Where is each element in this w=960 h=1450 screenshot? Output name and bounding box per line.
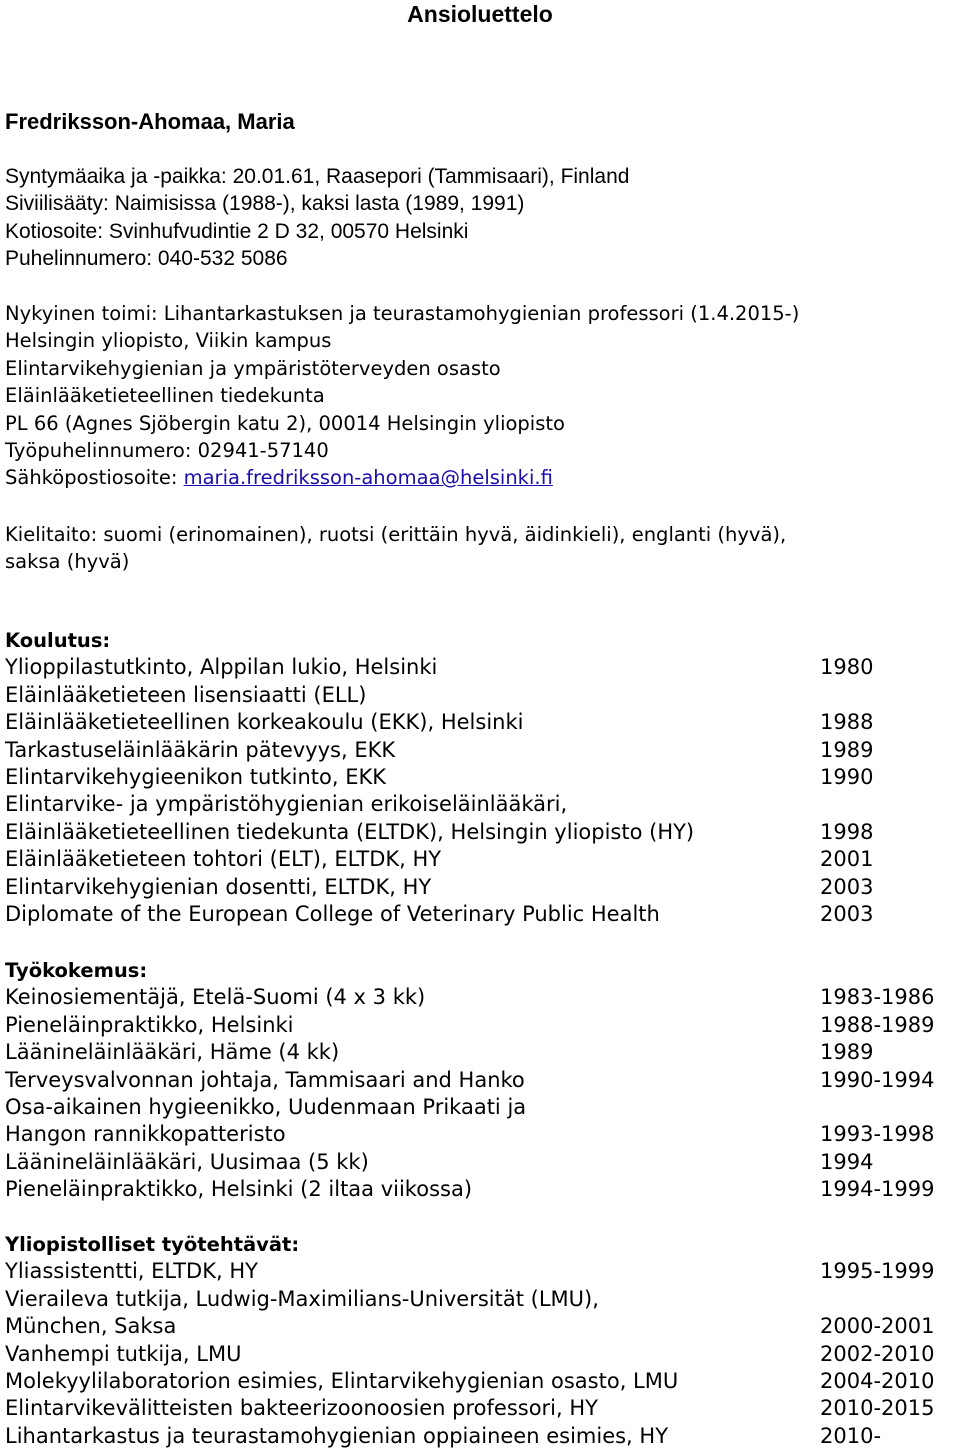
current-job xyxy=(5,300,955,492)
list-item xyxy=(5,1067,955,1094)
entry-text: Keinosiementäjä, Etelä-Suomi (4 x 3 kk) xyxy=(5,985,426,1010)
entry-text: München, Saksa xyxy=(5,1314,177,1339)
work-heading: Työkokemus: xyxy=(5,959,148,982)
list-item xyxy=(5,1423,955,1450)
entry-year: 1994 xyxy=(820,1149,874,1174)
list-item xyxy=(5,1258,955,1285)
list-item xyxy=(5,1012,955,1039)
entry-text: Elintarvikehygienian dosentti, ELTDK, HY xyxy=(5,874,432,899)
entry-text: Hangon rannikkopatteristo xyxy=(5,1122,286,1147)
faculty: Eläinlääketieteellinen tiedekunta xyxy=(5,384,325,408)
entry-text: Molekyylilaboratorion esimies, Elintarvikehygienian osasto, LMU xyxy=(5,1368,679,1393)
list-item xyxy=(5,682,955,709)
entry-text: Eläinlääketieteellinen korkeakoulu (EKK), Helsinki xyxy=(5,710,524,735)
list-item xyxy=(5,709,955,736)
personal-info xyxy=(5,163,955,273)
entry-year: 2010- xyxy=(820,1423,882,1448)
entry-year: 2004-2010 xyxy=(820,1368,935,1393)
list-item xyxy=(5,654,955,681)
entry-year: 1998 xyxy=(820,819,874,844)
work-section xyxy=(5,957,955,1204)
list-item xyxy=(5,1094,955,1121)
education-list xyxy=(5,654,955,928)
entry-year: 1995-1999 xyxy=(820,1259,935,1284)
entry-year: 2010-2015 xyxy=(820,1396,935,1421)
entry-text: Elintarvikevälitteisten bakteerizoonoosien professori, HY xyxy=(5,1396,598,1421)
marital-status: Siviilisääty: Naimisissa (1988-), kaksi lasta (1989, 1991) xyxy=(5,192,525,216)
entry-text: Vanhempi tutkija, LMU xyxy=(5,1341,242,1366)
entry-text: Läänineläinlääkäri, Uusimaa (5 kk) xyxy=(5,1149,369,1174)
university-heading: Yliopistolliset työtehtävät: xyxy=(5,1233,300,1256)
list-item xyxy=(5,1149,955,1176)
email-line xyxy=(5,464,955,491)
entry-year: 1993-1998 xyxy=(820,1122,935,1147)
list-item xyxy=(5,1286,955,1313)
department: Elintarvikehygienian ja ympäristöterveyden osasto xyxy=(5,356,501,380)
entry-text: Osa-aikainen hygieenikko, Uudenmaan Prikaati ja xyxy=(5,1094,527,1119)
document-title: Ansioluettelo xyxy=(407,1,553,27)
education-section xyxy=(5,627,955,928)
entry-text: Lihantarkastus ja teurastamohygienian oppiaineen esimies, HY xyxy=(5,1423,669,1448)
entry-year: 1988-1989 xyxy=(820,1012,935,1037)
list-item xyxy=(5,791,955,818)
list-item xyxy=(5,846,955,873)
entry-year: 1980 xyxy=(820,655,874,680)
languages-line-2: saksa (hyvä) xyxy=(5,550,130,574)
entry-text: Elintarvikehygieenikon tutkinto, EKK xyxy=(5,764,387,789)
person-name: Fredriksson-Ahomaa, Maria xyxy=(5,109,295,134)
entry-text: Yliassistentti, ELTDK, HY xyxy=(5,1259,258,1284)
entry-year: 1983-1986 xyxy=(820,985,935,1010)
list-item xyxy=(5,737,955,764)
entry-year: 2000-2001 xyxy=(820,1314,935,1339)
email-link[interactable]: maria.fredriksson-ahomaa@helsinki.fi xyxy=(183,466,553,490)
email-label: Sähköpostiosoite: xyxy=(5,466,184,490)
entry-text: Elintarvike- ja ympäristöhygienian erikoiseläinlääkäri, xyxy=(5,792,568,817)
list-item xyxy=(5,1395,955,1422)
entry-text: Terveysvalvonnan johtaja, Tammisaari and Hanko xyxy=(5,1067,525,1092)
work-list xyxy=(5,984,955,1203)
employer: Helsingin yliopisto, Viikin kampus xyxy=(5,329,332,353)
entry-text: Eläinlääketieteellinen tiedekunta (ELTDK), Helsingin yliopisto (HY) xyxy=(5,819,695,844)
list-item xyxy=(5,1039,955,1066)
entry-year: 1990-1994 xyxy=(820,1067,935,1092)
entry-year: 2003 xyxy=(820,874,874,899)
entry-text: Ylioppilastutkinto, Alppilan lukio, Helsinki xyxy=(5,655,438,680)
list-item xyxy=(5,984,955,1011)
entry-year: 1989 xyxy=(820,1040,874,1065)
phone-number: Puhelinnumero: 040-532 5086 xyxy=(5,247,288,271)
entry-text: Pieneläinpraktikko, Helsinki xyxy=(5,1012,294,1037)
entry-year: 1994-1999 xyxy=(820,1177,935,1202)
entry-year: 2001 xyxy=(820,847,874,872)
entry-text: Eläinlääketieteen lisensiaatti (ELL) xyxy=(5,682,367,707)
entry-text: Pieneläinpraktikko, Helsinki (2 iltaa viikossa) xyxy=(5,1177,473,1202)
university-list xyxy=(5,1258,955,1450)
entry-text: Eläinlääketieteen tohtori (ELT), ELTDK, HY xyxy=(5,847,442,872)
list-item xyxy=(5,1313,955,1340)
list-item xyxy=(5,1121,955,1148)
entry-year: 2003 xyxy=(820,901,874,926)
entry-text: Läänineläinlääkäri, Häme (4 kk) xyxy=(5,1040,340,1065)
work-address: PL 66 (Agnes Sjöbergin katu 2), 00014 Helsingin yliopisto xyxy=(5,411,565,435)
entry-year: 1988 xyxy=(820,710,874,735)
list-item xyxy=(5,764,955,791)
entry-text: Tarkastuseläinlääkärin pätevyys, EKK xyxy=(5,737,396,762)
entry-year: 1989 xyxy=(820,737,874,762)
list-item xyxy=(5,1341,955,1368)
entry-text: Vieraileva tutkija, Ludwig-Maximilians-Universität (LMU), xyxy=(5,1286,599,1311)
university-section xyxy=(5,1231,955,1450)
list-item xyxy=(5,901,955,928)
languages xyxy=(5,521,955,576)
education-heading: Koulutus: xyxy=(5,629,111,652)
birth-info: Syntymäaika ja -paikka: 20.01.61, Raasepori (Tammisaari), Finland xyxy=(5,165,630,188)
list-item xyxy=(5,819,955,846)
entry-text: Diplomate of the European College of Veterinary Public Health xyxy=(5,901,660,926)
list-item xyxy=(5,874,955,901)
languages-line-1: Kielitaito: suomi (erinomainen), ruotsi (erittäin hyvä, äidinkieli), englanti (hyvä), xyxy=(5,523,787,546)
current-position: Nykyinen toimi: Lihantarkastuksen ja teurastamohygienian professori (1.4.2015-) xyxy=(5,302,800,325)
home-address: Kotiosoite: Svinhufvudintie 2 D 32, 00570 Helsinki xyxy=(5,219,469,243)
entry-year: 2002-2010 xyxy=(820,1341,935,1366)
entry-year: 1990 xyxy=(820,764,874,789)
list-item xyxy=(5,1176,955,1203)
list-item xyxy=(5,1368,955,1395)
work-phone: Työpuhelinnumero: 02941-57140 xyxy=(5,438,329,462)
